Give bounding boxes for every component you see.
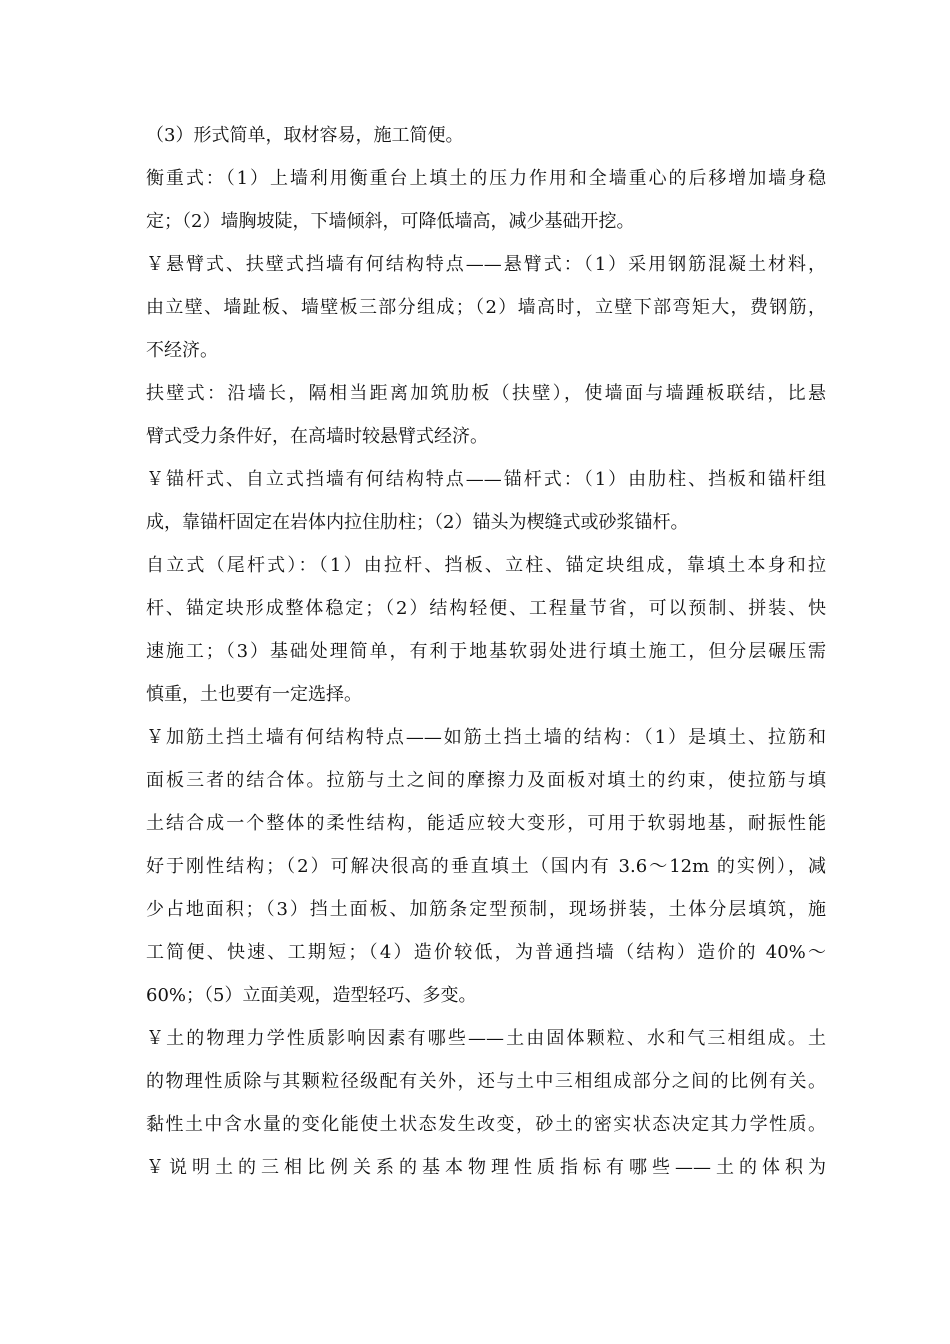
text-line: 工简便、快速、工期短；（4）造价较低，为普通挡墙（结构）造价的 40%～ [146,942,826,963]
text-line: 衡重式：（1）上墙利用衡重台上填土的压力作用和全墙重心的后移增加墙身稳 [146,168,826,189]
text-line: 少占地面积；（3）挡土面板、加筋条定型预制，现场拼装，土体分层填筑，施 [146,899,826,920]
text-line: ￥悬臂式、扶壁式挡墙有何结构特点——悬臂式：（1）采用钢筋混凝土材料， [146,254,826,275]
text-line: ￥说明土的三相比例关系的基本物理性质指标有哪些——土的体积为 [146,1157,826,1178]
text-line: 杆、锚定块形成整体稳定；（2）结构轻便、工程量节省，可以预制、拼装、快 [146,598,826,619]
text-line: 定；（2）墙胸坡陡，下墙倾斜，可降低墙高，减少基础开挖。 [146,211,635,232]
text-line: 60%；（5）立面美观，造型轻巧、多变。 [146,985,477,1006]
text-line: ￥锚杆式、自立式挡墙有何结构特点——锚杆式：（1）由肋柱、挡板和锚杆组 [146,469,826,490]
text-line: 慎重，土也要有一定选择。 [146,684,362,705]
text-line: 土结合成一个整体的柔性结构，能适应较大变形，可用于软弱地基，耐振性能 [146,813,826,834]
text-line: （3）形式简单，取材容易，施工简便。 [146,125,464,146]
text-line: 速施工；（3）基础处理简单，有利于地基软弱处进行填土施工，但分层碾压需 [146,641,826,662]
text-line: 扶壁式：沿墙长，隔相当距离加筑肋板（扶壁），使墙面与墙踵板联结，比悬 [146,383,826,404]
text-line: 成，靠锚杆固定在岩体内拉住肋柱；（2）锚头为楔缝式或砂浆锚杆。 [146,512,689,533]
text-line: ￥加筋土挡土墙有何结构特点——如筋土挡土墙的结构：（1）是填土、拉筋和 [146,727,826,748]
text-line: 自立式（尾杆式）：（1）由拉杆、挡板、立柱、锚定块组成，靠填土本身和拉 [146,555,826,576]
text-line: 面板三者的结合体。拉筋与土之间的摩擦力及面板对填土的约束，使拉筋与填 [146,770,826,791]
text-line: 不经济。 [146,340,218,361]
text-line: 由立壁、墙趾板、墙壁板三部分组成；（2）墙高时，立壁下部弯矩大，费钢筋， [146,297,826,318]
text-line: 的物理性质除与其颗粒径级配有关外，还与土中三相组成部分之间的比例有关。 [146,1071,826,1092]
text-line: 好于刚性结构；（2）可解决很高的垂直填土（国内有 3.6～12m 的实例），减 [146,856,826,877]
text-line: 臂式受力条件好，在高墙时较悬臂式经济。 [146,426,488,447]
text-line: 黏性土中含水量的变化能使土状态发生改变，砂土的密实状态决定其力学性质。 [146,1114,826,1135]
text-line: ￥土的物理力学性质影响因素有哪些——土由固体颗粒、水和气三相组成。土 [146,1028,826,1049]
